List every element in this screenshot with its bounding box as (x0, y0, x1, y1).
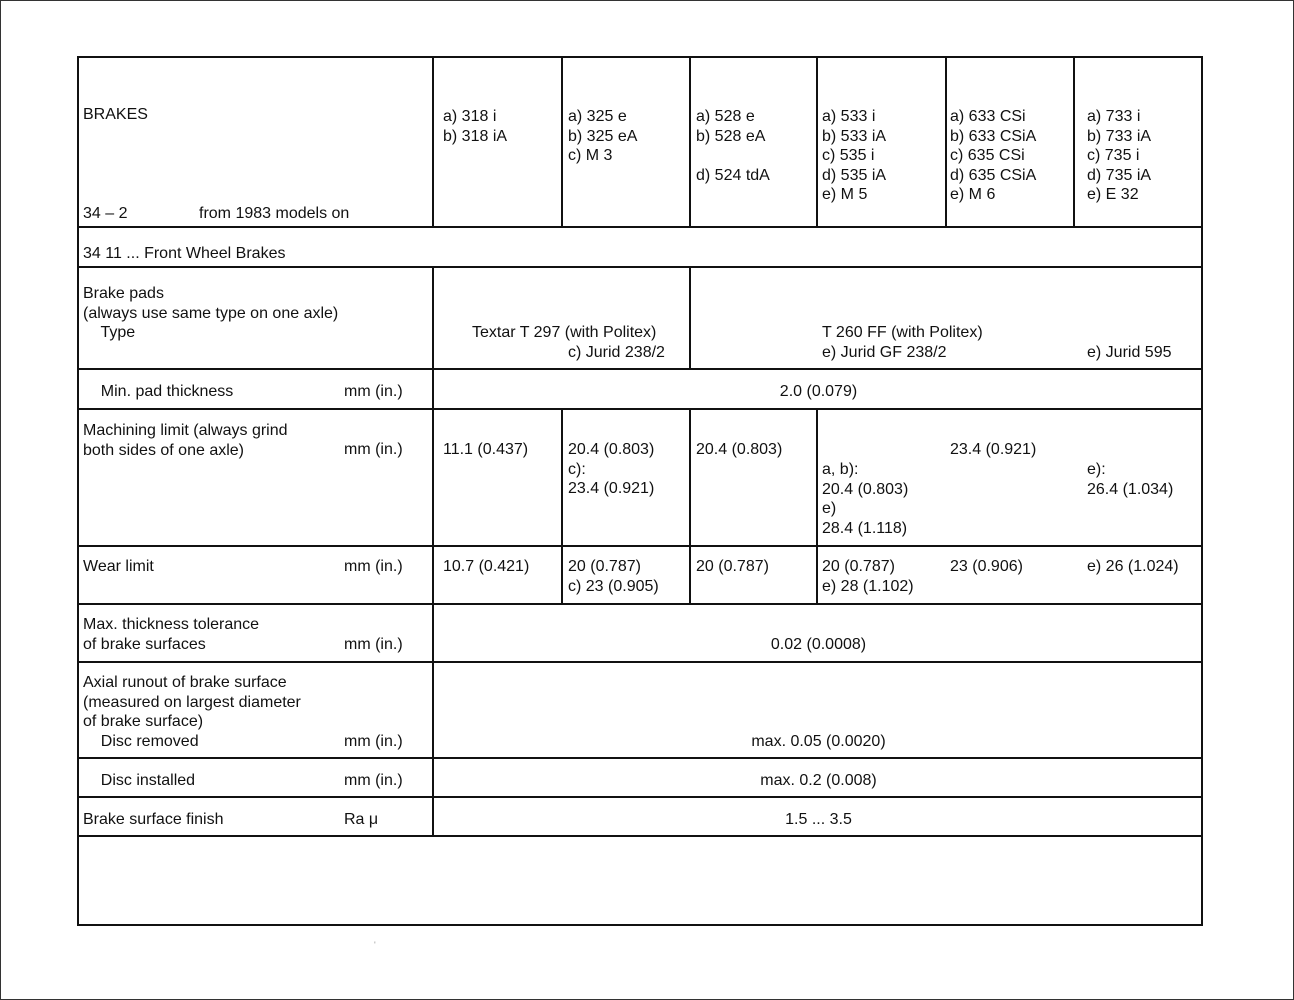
wear-col-4: 20 (0.787) e) 28 (1.102) (822, 558, 914, 595)
rule-header-bottom (77, 226, 1203, 228)
min-pad-value: 2.0 (0.079) (779, 383, 858, 400)
tolerance-value: 0.02 (0.0008) (770, 636, 867, 653)
rule-minpad-bottom (77, 408, 1203, 410)
wear-label: Wear limit (83, 558, 154, 575)
brake-pads-left-value: Textar T 297 (with Politex) (472, 324, 657, 341)
rule-v-pads-split (689, 266, 691, 369)
surface-finish-value: 1.5 ... 3.5 (785, 811, 852, 828)
brake-pads-right-value: T 260 FF (with Politex) (822, 324, 983, 341)
model-col-1: a) 318 i b) 318 iA (443, 108, 508, 145)
model-col-5: a) 633 CSi b) 633 CSiA c) 635 CSi d) 635 CSiA e) M 6 (950, 108, 1037, 203)
rule-installed-bottom (77, 796, 1203, 798)
scan-speck: ' (374, 940, 376, 950)
rule-wear-bottom (77, 603, 1203, 605)
machining-col-4: a, b): 20.4 (0.803) e) 28.4 (1.118) (822, 461, 909, 537)
runout-unit: mm (in.) (344, 733, 403, 750)
section-title: 34 11 ... Front Wheel Brakes (83, 245, 286, 262)
disc-installed-value: max. 0.2 (0.008) (760, 772, 877, 789)
model-col-4: a) 533 i b) 533 iA c) 535 i d) 535 iA e) M 5 (822, 108, 887, 203)
rule-tolerance-bottom (77, 661, 1203, 663)
rule-v-col2 (561, 56, 563, 227)
machining-unit: mm (in.) (344, 441, 403, 458)
rule-runout-bottom (77, 757, 1203, 759)
machining-main-value: 23.4 (0.921) (950, 441, 1037, 458)
brake-pads-right-sub: e) Jurid GF 238/2 (822, 344, 947, 361)
tolerance-unit: mm (in.) (344, 636, 403, 653)
min-pad-unit: mm (in.) (344, 383, 403, 400)
models-note: from 1983 models on (199, 205, 350, 222)
wear-col-2: 20 (0.787) c) 23 (0.905) (568, 558, 659, 595)
rule-v-mach-col3 (689, 408, 691, 604)
rule-v-col4 (816, 56, 818, 227)
rule-v-col3 (689, 56, 691, 227)
table-title: BRAKES (83, 106, 148, 123)
model-col-3: a) 528 e b) 528 eA d) 524 tdA (696, 108, 770, 184)
machining-col-1: 11.1 (0.437) (443, 441, 529, 458)
machining-label: Machining limit (always grind both sides of one axle) (83, 422, 288, 459)
runout-disc-removed-label: Disc removed (83, 733, 199, 750)
rule-v-col6 (1073, 56, 1075, 227)
model-col-2: a) 325 e b) 325 eA c) M 3 (568, 108, 638, 164)
surface-finish-unit: Ra μ (344, 811, 379, 828)
disc-installed-label: Disc installed (83, 772, 196, 789)
wear-col-5: 23 (0.906) (950, 558, 1023, 575)
rule-v-mach-col4 (816, 408, 818, 604)
rule-v-label (432, 56, 434, 227)
runout-label: Axial runout of brake surface (measured on largest diameter of brake surface) (83, 674, 301, 730)
rule-v-col5 (945, 56, 947, 227)
wear-col-3: 20 (0.787) (696, 558, 769, 575)
machining-col-6: e): 26.4 (1.034) (1087, 461, 1174, 498)
wear-col-1: 10.7 (0.421) (443, 558, 530, 575)
rule-section-bottom (77, 266, 1203, 268)
rule-machining-bottom (77, 545, 1203, 547)
brake-pads-left-sub: c) Jurid 238/2 (568, 344, 665, 361)
tolerance-label: Max. thickness tolerance of brake surfaces (83, 616, 260, 653)
group-number: 34 – 2 (83, 205, 128, 222)
rule-finish-bottom (77, 835, 1203, 837)
min-pad-label: Min. pad thickness (83, 383, 234, 400)
model-col-6: a) 733 i b) 733 iA c) 735 i d) 735 iA e) E 32 (1087, 108, 1152, 203)
rule-v-mach-col2 (561, 408, 563, 604)
machining-col-2: 20.4 (0.803) c): 23.4 (0.921) (568, 441, 655, 497)
disc-installed-unit: mm (in.) (344, 772, 403, 789)
wear-col-6: e) 26 (1.024) (1087, 558, 1179, 575)
brake-pads-right-e: e) Jurid 595 (1087, 344, 1172, 361)
rule-pads-bottom (77, 368, 1203, 370)
machining-col-3: 20.4 (0.803) (696, 441, 783, 458)
brake-pads-label: Brake pads (always use same type on one axle) Type (83, 285, 339, 341)
runout-value: max. 0.05 (0.0020) (751, 733, 886, 750)
wear-unit: mm (in.) (344, 558, 403, 575)
surface-finish-label: Brake surface finish (83, 811, 224, 828)
